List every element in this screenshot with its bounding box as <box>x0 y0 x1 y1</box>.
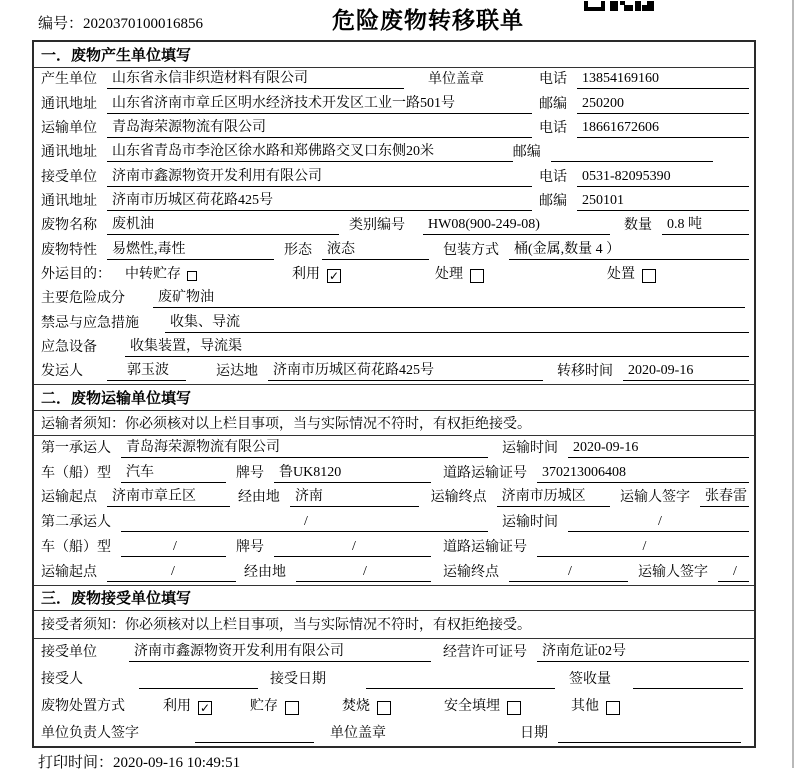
date-label: 日期 <box>520 725 548 741</box>
via-value: 济南 <box>290 488 419 507</box>
field-label: 接受单位 <box>41 645 97 661</box>
terminus-value: 济南市历城区 <box>497 488 610 507</box>
row-emergency-equipment <box>34 336 754 360</box>
manifest-form-table <box>32 40 756 748</box>
row-producer-address <box>34 92 754 116</box>
checkbox-label: 贮存 <box>250 699 278 715</box>
row-first-carrier <box>34 436 754 461</box>
unit-stamp-label: 单位盖章 <box>428 72 484 88</box>
transport-time-value-2: / <box>568 513 749 532</box>
receiver-notice: 接受者须知：你必须核对以上栏目事项，当与实际情况不符时，有权拒绝接受。 <box>34 611 754 639</box>
carrier-sign-value: 张春雷 <box>700 488 749 507</box>
row-route-1 <box>34 486 754 511</box>
row-accept-unit <box>34 639 754 666</box>
disposal-other <box>571 698 620 716</box>
row-producer-unit <box>34 68 754 92</box>
vehicle-type-value: 汽车 <box>121 464 226 483</box>
field-label: 应急设备 <box>41 339 97 355</box>
qr-code-fragment-icon <box>584 0 654 16</box>
row-waste-property <box>34 238 754 262</box>
checkbox-icon <box>187 271 197 281</box>
field-label: 通讯地址 <box>41 96 97 112</box>
quantity-label: 数量 <box>624 218 652 234</box>
plate-label: 牌号 <box>236 465 264 481</box>
first-carrier-value: 青岛海荣源物流有限公司 <box>121 439 488 458</box>
postcode-label: 邮编 <box>539 193 567 209</box>
purpose-transit-storage <box>125 266 197 284</box>
field-label: 废物处置方式 <box>41 699 125 715</box>
document-number: 编号：2020370100016856 <box>38 16 204 32</box>
checkbox-icon <box>642 269 656 283</box>
category-code-value: HW08(900-249-08) <box>423 216 610 235</box>
field-label: 外运目的： <box>41 266 111 282</box>
transport-time-value: 2020-09-16 <box>568 439 749 458</box>
destination-label: 运达地 <box>216 364 258 380</box>
checkbox-icon <box>285 701 299 715</box>
accept-date-value <box>366 670 555 689</box>
row-second-carrier <box>34 510 754 535</box>
checkbox-icon <box>470 269 484 283</box>
taboo-measures-value: 收集、导流 <box>165 314 749 333</box>
category-code-label: 类别编号 <box>349 218 405 234</box>
form-state-value: 液态 <box>322 241 429 260</box>
responsible-sign-value <box>195 724 314 743</box>
terminus-value-2: / <box>509 563 628 582</box>
row-waste-name <box>34 214 754 238</box>
phone-label: 电话 <box>539 120 567 136</box>
field-label: 第一承运人 <box>41 440 111 456</box>
transport-time-label: 运输时间 <box>502 440 558 456</box>
section-3-header: 三．废物接受单位填写 <box>34 585 754 611</box>
checkbox-label: 中转贮存 <box>125 266 181 282</box>
producer-unit-value: 山东省永信非织造材料有限公司 <box>107 70 404 89</box>
origin-value-2: / <box>107 563 236 582</box>
unit-stamp-label: 单位盖章 <box>330 725 386 741</box>
carrier-sign-label: 运输人签字 <box>620 490 691 506</box>
carrier-sign-label: 运输人签字 <box>638 565 708 581</box>
transport-unit-value: 青岛海荣源物流有限公司 <box>107 119 532 138</box>
terminus-label: 运输终点 <box>430 490 487 506</box>
emergency-equipment-value: 收集装置，导流渠 <box>125 338 749 357</box>
checkbox-icon <box>507 701 521 715</box>
section-2-header: 二．废物运输单位填写 <box>34 384 754 411</box>
waste-property-value: 易燃性,毒性 <box>107 241 274 260</box>
field-label: 第二承运人 <box>41 515 111 531</box>
checkbox-label: 处置 <box>607 266 635 282</box>
received-qty-label: 签收量 <box>569 672 611 688</box>
via-label: 经由地 <box>244 565 286 581</box>
purpose-dispose <box>607 266 656 284</box>
row-accept-person <box>34 665 754 692</box>
terminus-label: 运输终点 <box>443 565 499 581</box>
disposal-storage <box>250 698 299 716</box>
origin-value: 济南市章丘区 <box>107 488 230 507</box>
checkbox-label: 其他 <box>571 699 599 715</box>
producer-address-value: 山东省济南市章丘区明水经济技术开发区工业一路501号 <box>107 95 532 114</box>
receiver-phone-value: 0531-82095390 <box>577 168 749 187</box>
via-label: 经由地 <box>237 490 280 506</box>
checkbox-label: 处理 <box>435 266 463 282</box>
postcode-label: 邮编 <box>512 145 541 161</box>
accept-unit-value: 济南市鑫源物资开发利用有限公司 <box>129 643 431 662</box>
purpose-treat <box>435 266 484 284</box>
via-value-2: / <box>296 563 431 582</box>
checkbox-label: 利用 <box>292 266 320 282</box>
transport-postcode-value <box>551 143 713 162</box>
row-consignor <box>34 360 754 384</box>
field-label: 单位负责人签字 <box>41 725 139 741</box>
waste-name-value: 废机油 <box>107 216 339 235</box>
destination-value: 济南市历城区荷花路425号 <box>268 362 543 381</box>
checkbox-icon <box>606 701 620 715</box>
purpose-utilize <box>292 266 341 284</box>
road-permit-value-2: / <box>537 538 749 557</box>
page-right-edge <box>792 0 794 768</box>
transport-time-label: 运输时间 <box>502 515 558 531</box>
row-taboo-measures <box>34 311 754 335</box>
form-state-label: 形态 <box>284 242 312 258</box>
date-value <box>558 724 741 743</box>
plate-value: 鲁UK8120 <box>274 464 431 483</box>
field-label: 运输起点 <box>41 490 97 506</box>
row-transport-address <box>34 141 754 165</box>
packaging-value: 桶(金属,数量 4 ） <box>509 241 749 260</box>
row-transport-unit <box>34 117 754 141</box>
vehicle-type-value-2: / <box>121 538 226 557</box>
disposal-incinerate <box>342 698 391 716</box>
producer-postcode-value: 250200 <box>577 95 749 114</box>
field-label: 主要危险成分 <box>41 291 125 307</box>
transfer-time-value: 2020-09-16 <box>623 362 749 381</box>
checkbox-label: 利用 <box>163 699 191 715</box>
field-label: 通讯地址 <box>41 145 97 161</box>
producer-phone-value: 13854169160 <box>577 70 749 89</box>
field-label: 运输起点 <box>41 565 97 581</box>
section-1-header: 一．废物产生单位填写 <box>34 42 754 68</box>
plate-value-2: / <box>274 538 431 557</box>
field-label: 发运人 <box>41 364 83 380</box>
row-route-2 <box>34 560 754 585</box>
field-label: 运输单位 <box>41 120 97 136</box>
receiver-address-value: 济南市历城区荷花路425号 <box>107 192 532 211</box>
disposal-utilize <box>163 698 212 716</box>
field-label: 车（船）型 <box>41 465 111 481</box>
transporter-notice: 运输者须知：你必须核对以上栏目事项，当与实际情况不符时，有权拒绝接受。 <box>34 411 754 436</box>
field-label: 废物名称 <box>41 218 97 234</box>
row-transfer-purpose <box>34 263 754 287</box>
check-mark: ✓ <box>328 268 340 283</box>
packaging-label: 包装方式 <box>443 242 499 258</box>
main-hazard-value: 废矿物油 <box>153 289 745 308</box>
row-receiver-unit <box>34 165 754 189</box>
row-vehicle-type-1 <box>34 461 754 486</box>
receiver-unit-value: 济南市鑫源物资开发利用有限公司 <box>107 168 532 187</box>
checkbox-label: 焚烧 <box>342 699 370 715</box>
field-label: 通讯地址 <box>41 193 97 209</box>
row-receiver-address <box>34 190 754 214</box>
transport-phone-value: 18661672606 <box>577 119 749 138</box>
accept-person-value <box>139 670 258 689</box>
road-permit-label: 道路运输证号 <box>443 465 527 481</box>
plate-label: 牌号 <box>236 540 264 556</box>
transport-address-value: 山东省青岛市李沧区徐水路和郑佛路交叉口东侧20米 <box>107 143 513 162</box>
received-qty-value <box>633 670 743 689</box>
consignor-value: 郭玉波 <box>107 362 186 381</box>
phone-label: 电话 <box>539 169 567 185</box>
second-carrier-value: / <box>121 513 488 532</box>
field-label: 接受单位 <box>41 169 97 185</box>
road-permit-value: 370213006408 <box>537 464 749 483</box>
license-label: 经营许可证号 <box>443 645 527 661</box>
disposal-landfill <box>444 698 521 716</box>
quantity-value: 0.8 吨 <box>662 216 749 235</box>
receiver-postcode-value: 250101 <box>577 192 749 211</box>
accept-date-label: 接受日期 <box>270 672 326 688</box>
field-label: 产生单位 <box>41 72 97 88</box>
field-label: 废物特性 <box>41 242 97 258</box>
postcode-label: 邮编 <box>539 96 567 112</box>
checkbox-label: 安全填埋 <box>444 699 500 715</box>
carrier-sign-value-2: / <box>718 563 749 582</box>
row-main-hazard <box>34 287 754 311</box>
license-value: 济南危证02号 <box>537 643 749 662</box>
page-title: 危险废物转移联单 <box>332 7 524 33</box>
field-label: 禁忌与应急措施 <box>41 315 139 331</box>
road-permit-label: 道路运输证号 <box>443 540 527 556</box>
transfer-time-label: 转移时间 <box>557 364 613 380</box>
check-mark: ✓ <box>199 701 211 716</box>
row-disposal-method <box>34 692 754 719</box>
checkbox-checked-icon <box>198 701 212 715</box>
phone-label: 电话 <box>539 72 567 88</box>
checkbox-icon <box>377 701 391 715</box>
field-label: 车（船）型 <box>41 540 111 556</box>
field-label: 接受人 <box>41 672 83 688</box>
checkbox-checked-icon <box>327 269 341 283</box>
row-vehicle-type-2 <box>34 535 754 560</box>
row-responsible-sign <box>34 719 754 746</box>
print-time: 打印时间：2020-09-16 10:49:51 <box>38 755 241 771</box>
